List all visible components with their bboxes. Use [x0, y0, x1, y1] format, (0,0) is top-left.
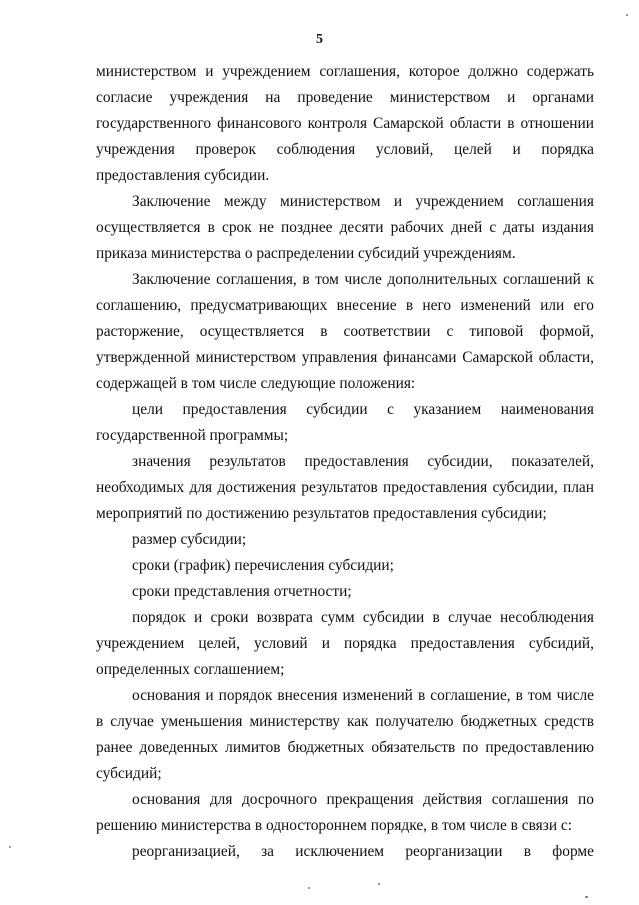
paragraph-subsidy-amount: размер субсидии;	[132, 531, 247, 548]
scan-mark	[308, 887, 310, 889]
paragraph-transfer-schedule: сроки (график) перечисления субсидии;	[132, 557, 394, 574]
paragraph-reorganization: реорганизацией, за исключением реорганизации в форме	[132, 843, 594, 860]
paragraph-amendment-grounds: основания и порядок внесения изменений в соглашение, в том числе в случае уменьшения министерству как получателю бюджетных средств ранее доведенных лимитов бюджетных обязательств по предоставлению субсидий;	[96, 687, 594, 782]
scan-mark	[626, 14, 628, 16]
paragraph-agreement-deadline: Заключение между министерством и учреждением соглашения осуществляется в срок не позднее десяти рабочих дней с даты издания приказа министерства о распределении субсидий учреждениям.	[96, 193, 594, 262]
paragraph-refund-procedure: порядок и сроки возврата сумм субсидии в случае несоблюдения учреждением целей, условий и порядка предоставления субсидий, определенных соглашением;	[96, 609, 594, 678]
paragraph-subsidy-results: значения результатов предоставления субсидии, показателей, необходимых для достижения результатов предоставления субсидии, план мероприятий по достижению результатов предоставления субсидии;	[96, 453, 594, 522]
document-body	[96, 59, 594, 865]
paragraph-subsidy-goals: цели предоставления субсидии с указанием наименования государственной программы;	[96, 401, 594, 444]
scan-mark	[9, 846, 11, 848]
paragraph-agreement-form: Заключение соглашения, в том числе дополнительных соглашений к соглашению, предусматривающих внесение в него изменений или его расторжение, осуществляется в соответствии с типовой формой, утвержденной министерством управления финансами Самарской области, содержащей в том числе следующие положения:	[96, 271, 594, 392]
page-number: 5	[316, 32, 323, 47]
paragraph-agreement-consent: министерством и учреждением соглашения, которое должно содержать согласие учреждения на проведение министерством и органами государственного финансового контроля Самарской области в отношении учреждения проверок соблюдения условий, целей и порядка предоставления субсидии.	[96, 63, 594, 184]
scan-mark	[585, 896, 588, 898]
scan-mark	[378, 883, 380, 885]
paragraph-reporting-deadlines: сроки представления отчетности;	[132, 583, 352, 600]
paragraph-termination-grounds: основания для досрочного прекращения действия соглашения по решению министерства в одностороннем порядке, в том числе в связи с:	[96, 791, 594, 834]
